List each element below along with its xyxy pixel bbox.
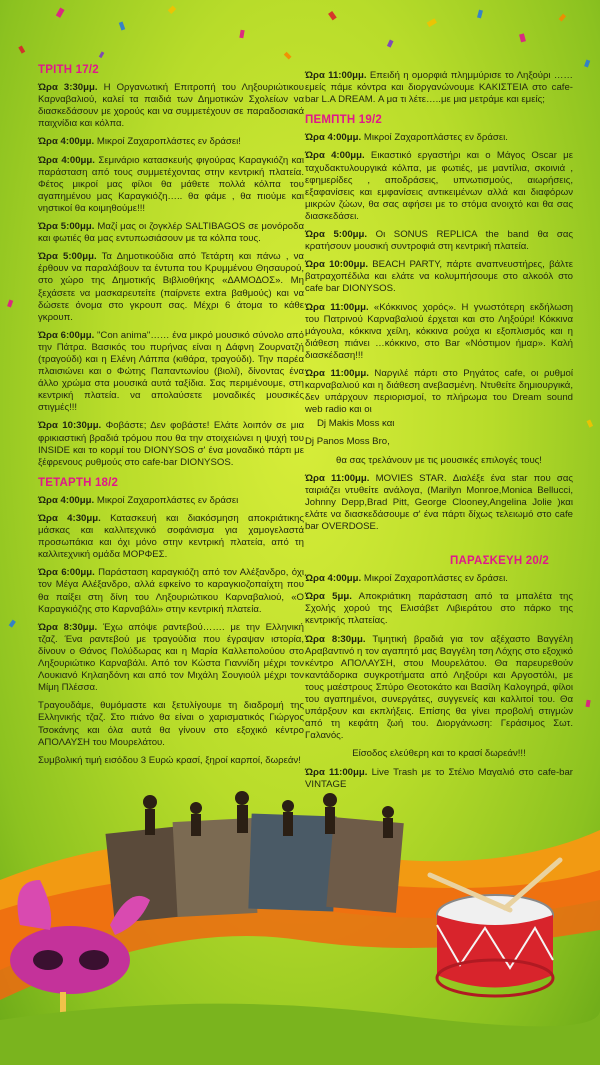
event-entry: [38, 567, 304, 615]
event-text: Οι SONUS REPLICA the band θα σας κρατήσουν μουσική συντροφιά στη κεντρική πλατεία.: [305, 229, 573, 253]
event-paragraph: Τραγουδάμε, θυμόμαστε και ξετυλίγουμε τη διαδρομή της Ελληνικής τζαζ. Στο πιάνο θα είναι ο χαρισματικός Γιώργος Τσοκάνης και όλα αυτά θα γίνουν στο εξοχικό κέντρο ΑΠΟΛΑΥΣΗ του Μουρελάτου.: [38, 700, 304, 748]
event-text: Σεμινάριο κατασκευής φιγούρας Καραγκιόζη και παράσταση από τους συμμετέχοντας στην κεντρική πλατεία. Φέτος μικροί μας φίλοι θα μάθετε πολλά κόλπα του αγαπημένου μας Καραγκιόζη….. θα φάμε , θα πιούμε και νηστικοί θα κοιμηθούμε!!!: [38, 154, 304, 214]
event-entry: [38, 330, 304, 415]
event-entry: [305, 259, 573, 295]
event-text: Τιμητική βραδιά για τον αξέχαστο Βαγγέλη Αραβαντινό η τον αγαπητό μας Βαγγέλη τση Λόχης στο εξοχικό κέντρο ΑΠΟΛΑΥΣΗ, στου Μουρελάτου. Θα παρευρεθούν καντάδορικα συγκροτήματα από Ληξούρι και Αργοστόλι, με τους μαέστρους Σπύρο Θεοτοκάτο και Βασίλη Καλογηρά, φίλοι του αγαπημένοι, συνεργάτες, συγγενείς και καλλιτοί του. Θα υπάρξουν και εκπλήξεις. Επίσης θα γίνει προβολή στιγμών από τη κεφάτη ζωή του. Διοργάνωση: Γεράσιμος Σωτ. Γαλανός.: [305, 633, 573, 742]
event-text: «Κόκκινος χορός». Η γνωστότερη εκδήλωση του Πατρινού Καρναβαλιού έρχεται και στο Ληξούρι! Κόκκινα μάγουλα, κόκκινα χείλη, κόκκινα ρούχα κι εξοπλισμός και η διάθεση πιάνει …κόκκινο, στο Bar «Νόστιμον ήμαρ». Καλή διασκέδαση!!!: [305, 301, 573, 361]
event-time: Ώρα 5:00μμ.: [305, 229, 368, 241]
day-heading-thursday: ΠΕΜΠΤΗ 19/2: [305, 114, 382, 127]
event-time: Ώρα 4:00μμ.: [305, 150, 365, 162]
event-text: "Con anima"…… ένα μικρό μουσικό σύνολο από την Πάτρα. Βασικός του πυρήνας είναι η Δάφνη Ζουρνατζή (τραγούδι) και η Ελένη Λάππα (κιθάρα, τραγούδι). Την παρέα πλαισιώνει και ο Φώτης Παπαντωνίου (βιολί), δίνοντας ένα άλλο χρώμα στα μουσικά αυτά ταξίδια. Σας περιμένουμε, στη κεντρική πλατεία. να απολαύσετε μοναδικές μουσικές στιγμές!!!: [38, 329, 304, 414]
event-entry: [305, 634, 573, 743]
event-text: MOVIES STAR. Διαλέξε ένα star που σας ταιριάζει ντυθείτε ανάλογα, (Marilyn Monroe,Monica Bellucci, Johnny Depp,Brad Pitt, George Clooney,Angelina Jolie )και ελάτε να διασκεδάσουμε σ' ένα πάρτι δίχως τελειωμό στο cafe bar OVERDOSE.: [305, 472, 573, 532]
event-text: Εικαστικό εργαστήρι και ο Μάγος Oscar με ταχυδακτυλουργικά κόλπα, με φωτιές, με μαντίλια, σκοινιά , εφημερίδες , αποδράσεις, υπνωτισμούς, αιωρήσεις, εξαφανίσεις και εμφανίσεις αντικειμένων αλλά και διαφόρων μικρών ζώων, θα σας αφήσει με το στόμα ανοιχτό και θα σας διασκεδάσει.: [305, 150, 573, 222]
event-entry: [38, 155, 304, 215]
day-heading-wednesday: ΤΕΤΑΡΤΗ 18/2: [38, 476, 119, 489]
right-column: [305, 70, 573, 797]
event-entry: [305, 70, 573, 106]
event-text: Η Οργανωτική Επιτροπή του Ληξουριώτικου Καρναβαλιού, καλεί τα παιδιά των Δημοτικών Σχολείων να διασκεδάσουν με χορούς και να συμμετέχουν σε παραδοσιακά παιχνίδια και κόλπα.: [38, 82, 304, 130]
event-entry: [38, 495, 304, 507]
event-time: Ώρα 6:00μμ.: [38, 567, 95, 579]
ground-wave: [0, 1004, 600, 1065]
event-time: Ώρα 4:00μμ.: [38, 494, 95, 506]
event-time: Ώρα 4:00μμ.: [38, 136, 95, 148]
left-column: [38, 64, 304, 773]
event-entry: [305, 368, 573, 416]
event-paragraph: Συμβολική τιμή εισόδου 3 Ευρώ κρασί, ξηροί καρποί, δωρεάν!: [38, 754, 301, 766]
event-entry: [38, 420, 304, 468]
day-heading-friday: ΠΑΡΑΣΚΕΥΗ 20/2: [450, 555, 549, 568]
wednesday-entries: [38, 495, 304, 767]
event-text: Μικροί Ζαχαροπλάστες εν δράσει!: [94, 136, 241, 148]
event-entry: [38, 136, 304, 148]
event-text: Μικροί Ζαχαροπλάστες εν δράσει.: [361, 132, 508, 144]
event-time: Ώρα 3:30μμ.: [38, 82, 98, 94]
event-time: Ώρα 4:00μμ.: [305, 573, 362, 585]
event-time: Ώρα 10:30μμ.: [38, 420, 102, 432]
friday-entries: [305, 573, 573, 791]
event-entry: [305, 150, 573, 223]
carnival-illustration: [0, 760, 600, 1065]
dj-name: Dj Makis Moss και: [317, 418, 395, 430]
event-text: Φοβάστε; Δεν φοβάστε! Ελάτε λοιπόν σε μια φρικιαστική βραδιά τρόμου που θα την στοιχειώνει η ψυχή του INSIDE και το κορμί του DIONYSOS σ' ένα μοναδικό πάρτι με ξέφρενους ρυθμούς στο cafe-bar DIONYSOS.: [38, 420, 305, 468]
event-time: Ώρα 11:00μμ.: [305, 472, 370, 484]
event-entry: [38, 513, 304, 561]
event-text: BEACH PARTY, πάρτε αναπνευστήρες, βάλτε βατραχοπέδιλα και ελάτε να κολυμπήσουμε στο αλκοόλ στο cafe bar DIONYSOS.: [305, 259, 573, 295]
event-time: Ώρα 5:00μμ.: [38, 251, 97, 263]
event-text: Ναργιλέ πάρτι στο Pηγάτος cafe, οι ρυθμοί καρναβαλιού και η διάθεση ανεβασμένη. Ντυθείτε δημιουργικά, δεν υπάρχουν περιορισμοί, το πλήρωμα του Dream sound web radio και οι: [305, 367, 573, 416]
event-text: Έχω απόψε ραντεβού……. με την Ελληνική τζαζ. Ένα ραντεβού με τραγούδια που έγραψαν ιστορία, δίνουν ο Θάνος Πολύδωρας και η Μαρία Καλλεπολούου στο Ληξουριώτικο Καρναβάλι. Από τον Κώστα Γιαννίδη μέχρι τον Λουκιανό Κηλαηδόνη και από τον Μιχάλη Σουγιούλ μέχρι τον Μίμη Πλέσσα.: [38, 621, 304, 694]
event-text: Μαζί μας οι ζογκλέρ SALTIBAGOS σε μονόροδα και φωτιές θα μας εντυπωσιάσουν με τα κόλπα τους.: [38, 221, 304, 245]
thursday-entries: [305, 132, 573, 533]
event-time: Ώρα 4:00μμ.: [38, 154, 95, 166]
dj-name: Dj Panos Moss Bro,: [305, 436, 390, 448]
event-entry: [305, 591, 573, 627]
event-time: Ώρα 5:00μμ.: [38, 221, 95, 233]
event-text: Αποκριάτικη παράσταση από τα μπαλέτα της Σχολής χορού της Ελισάβετ Λιβιεράτου στο πάρκο της κεντρικής πλατείας.: [305, 591, 574, 627]
event-time: Ώρα 10:00μμ.: [305, 259, 369, 271]
event-entry: [305, 229, 573, 253]
event-time: Ώρα 8:30μμ.: [38, 621, 98, 633]
event-time: Ώρα 11:00μμ.: [305, 70, 367, 81]
event-time: Ώρα 5μμ.: [305, 591, 352, 603]
event-text: Τα Δημοτικούδια από Τετάρτη και πάνω , να έρθουν να παραλάβουν τα έντυπα του Κρυμμένου Θησαυρού, στο χώρο της Δημοτικής Βιβλιοθήκης «ΔΑΜΟΔΟΣ». Μη ξεχάσετε να μασκαρευτείτε (παίρνετε extra βαθμούς) και να δώσετε όνομα στο γκρουπ σας. Μέχρι 6 άτομα το κάθε γκρουπ.: [38, 251, 304, 323]
event-text: Κατασκευή και διακόσμηση αποκριάτικης μάσκας και καλλιτεχνικό σοφάνισμα για χαμογελαστά προσωπάκια και όχι μόνο στην κεντρική πλατεία, από τη καλλιτεχνική ομάδα ΜΟΡΦΕΣ.: [38, 513, 304, 561]
event-entry: [305, 573, 573, 585]
event-entry: [305, 302, 573, 362]
event-entry: [38, 82, 304, 130]
event-time: Ώρα 8:30μμ.: [305, 633, 366, 645]
free-entry-note: Είσοδος ελεύθερη και το κρασί δωρεάν!!!: [352, 748, 526, 760]
event-time: Ώρα 11:00μμ.: [305, 367, 369, 379]
event-entry: [38, 251, 304, 324]
tuesday-entries: [38, 82, 304, 469]
event-entry: [305, 473, 573, 533]
event-time: Ώρα 6:00μμ.: [38, 329, 95, 341]
event-text: Μικροί Ζαχαροπλάστες εν δράσει: [94, 494, 239, 506]
event-time: Ώρα 4:30μμ.: [38, 513, 101, 524]
event-entry: [38, 622, 304, 695]
event-text: Επειδή η ομορφιά πλημμύρισε το Ληξούρι …… εμείς πάμε κόντρα και διοργανώνουμε ΚΑΚΙΣΤΕΙΑ στο cafe-bar L.A DREAM. Α μα τι λέτε…..με μια μετράμε και εμείς;: [305, 70, 574, 106]
event-text: Live Trash με το Στέλιο Μαγαλιό στο cafe-bar VINTAGE: [305, 766, 574, 790]
event-time: Ώρα 11:00μμ.: [305, 301, 369, 313]
event-entry: [38, 221, 304, 245]
event-text: Μικροί Ζαχαροπλάστες εν δράσει.: [361, 573, 508, 585]
event-entry: [305, 132, 573, 144]
event-text: Παράσταση καραγκιόζη από τον Αλέξανδρο, όχι τον Μέγα Αλέξανδρο, αλλά εφκείνο το καραγκιοζοπαίχτη που θα παίξει στη δίνη του Ληξουριώτικου Καρναβαλιού, «Ο Καραγκιόζης στο Καρναβάλι» στην κεντρική πλατεία.: [38, 567, 304, 615]
event-text: θα σας τρελάνουν με τις μουσικές επιλογές τους!: [336, 454, 542, 466]
event-time: Ώρα 4:00μμ.: [305, 132, 362, 144]
event-time: Ώρα 11:00μμ.: [305, 766, 368, 778]
day-heading-tuesday: ΤΡΙΤΗ 17/2: [38, 64, 99, 76]
